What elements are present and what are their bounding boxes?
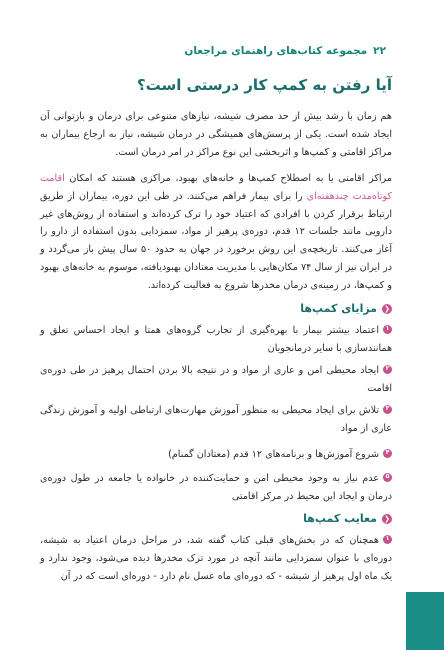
item-number-badge: ۲	[383, 365, 392, 374]
highlighted-term: اقامت کوتاه‌مدت چندهفته‌ای	[40, 173, 392, 202]
page-number: ۲۲	[373, 45, 386, 57]
item-number-badge: ۱	[383, 535, 392, 544]
advantages-heading	[300, 302, 392, 315]
advantage-item	[40, 446, 392, 464]
advantage-text: اعتماد بیشتر بیمار با بهره‌گیری از تجارب گروه‌های همتا و ایجاد احساس تعلق و همانندسازی با سایر درمانجویان	[40, 325, 392, 354]
item-number-badge: ۱	[383, 325, 392, 334]
running-header	[184, 44, 392, 58]
advantage-text: شروع آموزش‌ها و برنامه‌های ۱۲ قدم (معتادان گمنام)	[168, 449, 379, 460]
advantage-text: عدم نیاز به وجود محیطی امن و حمایت‌کننده در خانواده یا جامعه در طول دوره‌ی درمان و ایجاد این محیط در مرکز اقامتی	[40, 473, 392, 502]
paragraph-text: را برای بیمار فراهم می‌کنند. در طی این دوره، بیماران از طریق ارتباط برقرار کردن با افرادی که اعتیاد خود را ترک کرده‌اند و استفاده از روش‌های غیر دارویی مانند جلسات ۱۲ قدم، دوره‌ی پرهیز از مواد، سمزدایی بدون استفاده از دارو را آغاز می‌کنند. تاریخچه‌ی این روش برخورد در جهان به حدود ۵۰ سال پیش باز می‌گردد و در ایران نیز از سال ۷۴ مکان‌هایی با مدیریت معتادان بهبودیافته، موسوم به خانه‌های بهبود و کمپ‌ها، در زمینه‌ی درمان مخدرها شروع به فعالیت کرده‌اند.	[40, 190, 392, 291]
chevron-left-icon: ❮	[382, 514, 392, 524]
advantage-text: ایجاد محیطی امن و عاری از مواد و در نتیجه بالا بردن احتمال پرهیز در طی دوره‌ی اقامت	[40, 365, 392, 394]
paragraph-intro: هم زمان با رشد بیش از حد مصرف شیشه، نیازهای متنوعی برای درمان و بازتوانی آن ایجاد شده است. یکی از پرسش‌های همیشگی در درمان شیشه، نیاز به ارجاع بیماران به مراکز اقامتی و کمپ‌ها و اثربخشی این نوع مراکز در امر درمان است.	[40, 111, 392, 158]
book-series-title: مجموعه کتاب‌های راهنمای مراجعان	[184, 45, 368, 57]
disadvantages-heading	[303, 512, 392, 525]
advantages-heading-text: مزایای کمپ‌ها	[300, 302, 377, 315]
section-title: آیا رفتن به کمپ کار درستی است؟	[136, 76, 392, 94]
item-number-badge: ۴	[383, 449, 392, 458]
disadvantage-text: همچنان که در بخش‌های قبلی کتاب گفته شد، در مراحل درمان اعتیاد به شیشه، دوره‌ای با عنوان سمزدایی مانند آنچه در مورد ترک مخدرها دیده می‌شود، وجود ندارد و یک ماه اول پرهیز از شیشه - که دوره‌ای ماه عسل نام دارد - دوره‌ای است که در آن	[40, 535, 392, 582]
advantage-item	[40, 322, 392, 358]
advantage-item	[40, 470, 392, 506]
advantage-item	[40, 362, 392, 398]
advantage-text: تلاش برای ایجاد محیطی به منظور آموزش مهارت‌های ارتباطی اولیه و آموزش زندگی عاری از مواد	[40, 405, 392, 434]
chevron-left-icon: ❮	[382, 304, 392, 314]
paragraph-definition	[40, 170, 392, 295]
item-number-badge: ۵	[383, 473, 392, 482]
chapter-side-tab	[406, 592, 444, 650]
disadvantage-item	[40, 532, 392, 585]
disadvantages-heading-text: معایب کمپ‌ها	[303, 512, 377, 525]
item-number-badge: ۳	[383, 405, 392, 414]
advantage-item	[40, 402, 392, 438]
paragraph-text: مراکز اقامتی یا به اصطلاح کمپ‌ها و خانه‌های بهبود، مراکزی هستند که امکان	[64, 173, 392, 184]
